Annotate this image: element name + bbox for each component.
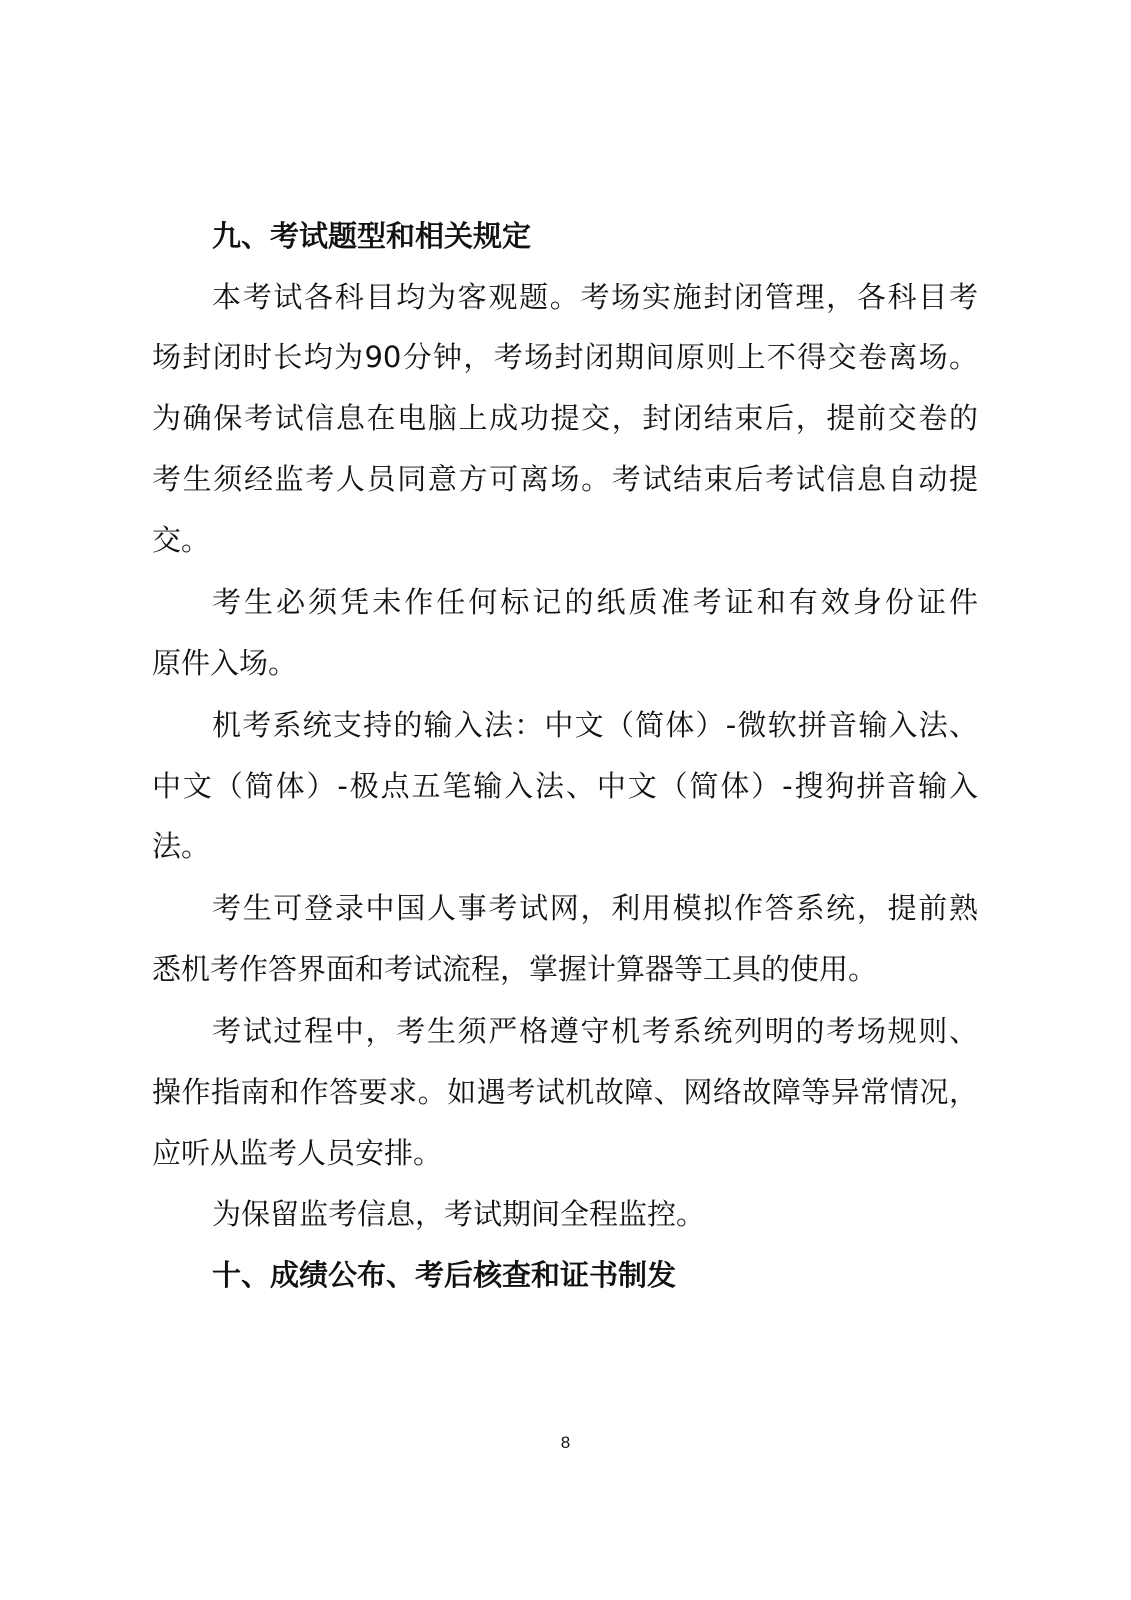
paragraph-1-line-3: 为确保考试信息在电脑上成功提交，封闭结束后，提前交卷的 [152, 401, 978, 435]
paragraph-1-line-4: 考生须经监考人员同意方可离场。考试结束后考试信息自动提 [152, 462, 978, 496]
paragraph-5-line-1: 考试过程中，考生须严格遵守机考系统列明的考场规则、 [212, 1014, 978, 1048]
paragraph-3-line-3: 法。 [152, 829, 211, 863]
paragraph-4-line-2: 悉机考作答界面和考试流程，掌握计算器等工具的使用。 [152, 952, 878, 986]
paragraph-3-line-1: 机考系统支持的输入法：中文（简体）-微软拼音输入法、 [212, 708, 978, 742]
paragraph-6-line-1: 为保留监考信息，考试期间全程监控。 [212, 1197, 706, 1231]
paragraph-2-line-2: 原件入场。 [152, 646, 298, 680]
paragraph-5-line-3: 应听从监考人员安排。 [152, 1136, 443, 1170]
paragraph-1-line-5: 交。 [152, 523, 211, 557]
paragraph-3-line-2: 中文（简体）-极点五笔输入法、中文（简体）-搜狗拼音输入 [152, 769, 978, 803]
page-number: 8 [560, 1433, 571, 1452]
paragraph-2-line-1: 考生必须凭未作任何标记的纸质准考证和有效身份证件 [212, 585, 978, 619]
paragraph-1-line-1: 本考试各科目均为客观题。考场实施封闭管理，各科目考 [212, 280, 978, 314]
section-9-heading: 九、考试题型和相关规定 [212, 219, 532, 253]
paragraph-4-line-1: 考生可登录中国人事考试网，利用模拟作答系统，提前熟 [212, 891, 978, 925]
paragraph-1-line-2: 场封闭时长均为90分钟，考场封闭期间原则上不得交卷离场。 [152, 340, 978, 374]
paragraph-5-line-2: 操作指南和作答要求。如遇考试机故障、网络故障等异常情况， [152, 1075, 978, 1109]
section-10-heading: 十、成绩公布、考后核查和证书制发 [212, 1258, 677, 1292]
